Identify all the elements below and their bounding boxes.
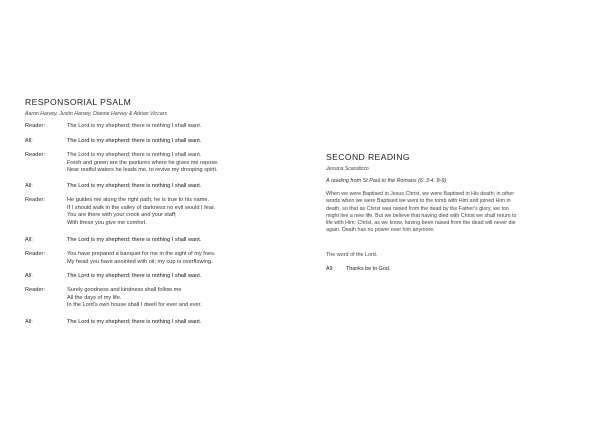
response-text: Thanks be to God.	[346, 266, 391, 272]
speaker-label: Reader:	[25, 123, 45, 129]
speaker-label: All:	[25, 273, 33, 279]
reading-body	[326, 191, 576, 235]
verse-line: If I should walk in the valley of darkness no evil would I fear.	[67, 204, 216, 211]
verse-line: All the days of my life.	[67, 294, 122, 301]
verse-line: Near restful waters he leads me, to revive my drooping spirit.	[67, 167, 218, 173]
verse-line: You have prepared a banquet for me in the sight of my foes.	[67, 251, 216, 257]
reading-reader: Jessica Scandizzo	[326, 166, 369, 172]
reading-line: life with Him: Christ, as we know, having been raised from the dead will never die	[326, 220, 516, 227]
right-page	[300, 0, 600, 425]
reading-source: A reading from St Paul to the Romans (6: 3-4, 8-9)	[326, 178, 447, 184]
psalm-title: RESPONSORIAL PSALM	[25, 97, 132, 107]
verse-line: The Lord is my shepherd; there is nothing I shall want.	[67, 123, 202, 129]
response-line: The Lord is my shepherd; there is nothing I shall want.	[67, 138, 202, 144]
reading-line: When we were Baptised in Jesus Christ, we were Baptised in His death; in other	[326, 191, 515, 197]
speaker-label: All:	[25, 183, 33, 189]
response-line: The Lord is my shepherd; there is nothing I shall want.	[67, 183, 202, 189]
speaker-label: Reader:	[25, 197, 45, 203]
speaker-label: Reader:	[25, 251, 45, 257]
response-line: The Lord is my shepherd; there is nothing I shall want.	[67, 319, 202, 325]
verse-line: My head you have anointed with oil; my cup is overflowing.	[67, 258, 213, 265]
reading-line: again. Death has no power over him anymore.	[326, 227, 435, 234]
reading-line: death, so that as Christ was raised from the dead by the Father's glory, we too	[326, 205, 509, 212]
verse-line: Fresh and green are the pastures where he gives me repose.	[67, 159, 219, 166]
speaker-label: Reader:	[25, 287, 45, 293]
speaker-label: All:	[25, 319, 33, 325]
verse-line: Surely goodness and kindness shall follow me	[67, 287, 182, 293]
speaker-label: All:	[25, 237, 33, 243]
response-line: The Lord is my shepherd; there is nothing I shall want.	[67, 273, 202, 279]
psalm-authors: Aaron Harvey, Justin Harvey, Dianne Harvey & Adrian Viccars	[25, 111, 167, 117]
verse-line: You are there with your crook and your staff;	[67, 212, 177, 218]
reading-line: words when we were Baptised we went to the tomb with Him and joined Him in	[326, 198, 511, 205]
verse-line: In the Lord's own house shall I dwell for ever and ever.	[67, 302, 202, 308]
verse-line: He guides me along the right path; he is true to his name.	[67, 197, 210, 203]
reading-title: SECOND READING	[326, 152, 410, 162]
verse-line: The Lord is my shepherd; there is nothing I shall want.	[67, 152, 202, 158]
reading-closing: The word of the Lord.	[326, 252, 378, 258]
speaker-label: Reader:	[25, 152, 45, 158]
response-line: The Lord is my shepherd; there is nothing I shall want.	[67, 237, 202, 243]
response-speaker: All:	[326, 266, 334, 272]
verse-line: With these you give me comfort.	[67, 219, 147, 226]
reading-line: might live a new life. But we believe that having died with Christ we shall return to	[326, 212, 517, 219]
speaker-label: All:	[25, 138, 33, 144]
